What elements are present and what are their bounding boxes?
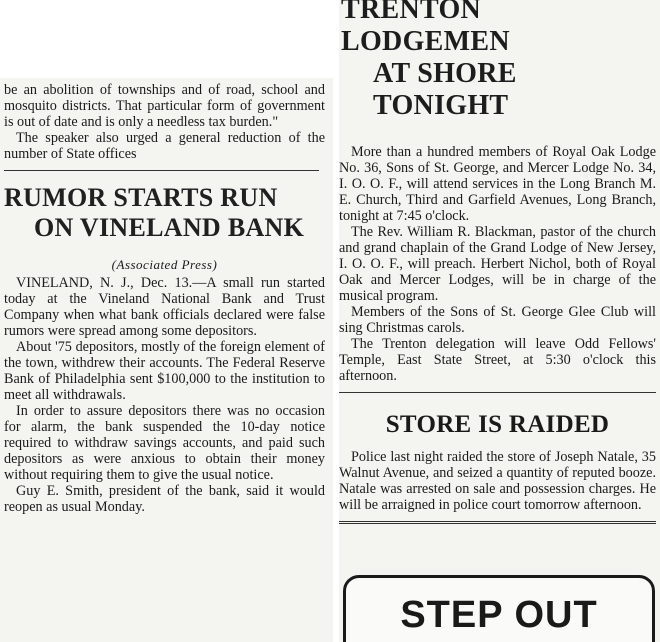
headline-line: ON VINELAND BANK xyxy=(34,213,305,242)
article-paragraph: In order to assure depositors there was no occasion for alarm, the bank suspended the 10-day notice required to withdraw savings accounts, and paid such depositors as were anxious to obtain their money without requiring them to give the usual notice. xyxy=(4,403,325,483)
ad-title: STEP OUT xyxy=(400,594,598,636)
article-paragraph: The Rev. William R. Blackman, pastor of the church and grand chaplain of the Grand Lodge of New Jersey, I. O. O. F., will preach. Herbert Nichol, both of Royal Oak and Mercer Lodges, will be in charge of the musical program. xyxy=(339,224,656,304)
article-paragraph: More than a hundred members of Royal Oak Lodge No. 36, Sons of St. George, and Mercer Lodge No. 34, I. O. O. F., will attend services in the Long Branch M. E. Church, Third and Garfield Avenues, Long Branch, tonight at 7:45 o'clock. xyxy=(339,144,656,224)
article-paragraph: Police last night raided the store of Joseph Natale, 35 Walnut Avenue, and seized a quantity of reputed booze. Natale was arrested on sale and possession charges. He will be arraigned in police court tomorrow afternoon. xyxy=(339,449,656,513)
article-paragraph: Guy E. Smith, president of the bank, said it would reopen as usual Monday. xyxy=(4,483,325,515)
headline-rumor-bank xyxy=(4,183,325,243)
headline-line: RUMOR STARTS RUN xyxy=(4,183,278,212)
article-paragraph: VINELAND, N. J., Dec. 13.—A small run started today at the Vineland National Bank and Trust Company when what bank officials declared were false rumors were spread among some depositors. xyxy=(4,275,325,339)
byline: (Associated Press) xyxy=(111,257,218,272)
right-column xyxy=(339,0,660,642)
headline-store-raided: STORE IS RAIDED xyxy=(385,411,610,438)
headline-trenton-lodgemen xyxy=(339,0,656,122)
article-paragraph: Members of the Sons of St. George Glee Club will sing Christmas carols. xyxy=(339,304,656,336)
article-paragraph: About '75 depositors, mostly of the foreign element of the town, withdrew their accounts. The Federal Reserve Bank of Philadelphia sent $100,000 to the institution to meet all withdrawals. xyxy=(4,339,325,403)
headline-line: AT SHORE TONIGHT xyxy=(373,58,517,121)
column-rule xyxy=(339,392,656,393)
section-rule xyxy=(339,521,656,524)
continued-paragraph: The speaker also urged a general reduction of the number of State offices xyxy=(4,130,325,162)
article-paragraph: The Trenton delegation will leave Odd Fellows' Temple, East State Street, at 5:30 o'clock this afternoon. xyxy=(339,336,656,384)
headline-line: TRENTON LODGEMEN xyxy=(341,0,510,57)
continued-paragraph: be an abolition of townships and of road, school and mosquito districts. That particular form of government is out of date and is only a needless tax burden." xyxy=(4,82,325,130)
column-rule xyxy=(4,170,319,171)
advertisement-box xyxy=(343,575,655,642)
left-column xyxy=(0,78,333,642)
